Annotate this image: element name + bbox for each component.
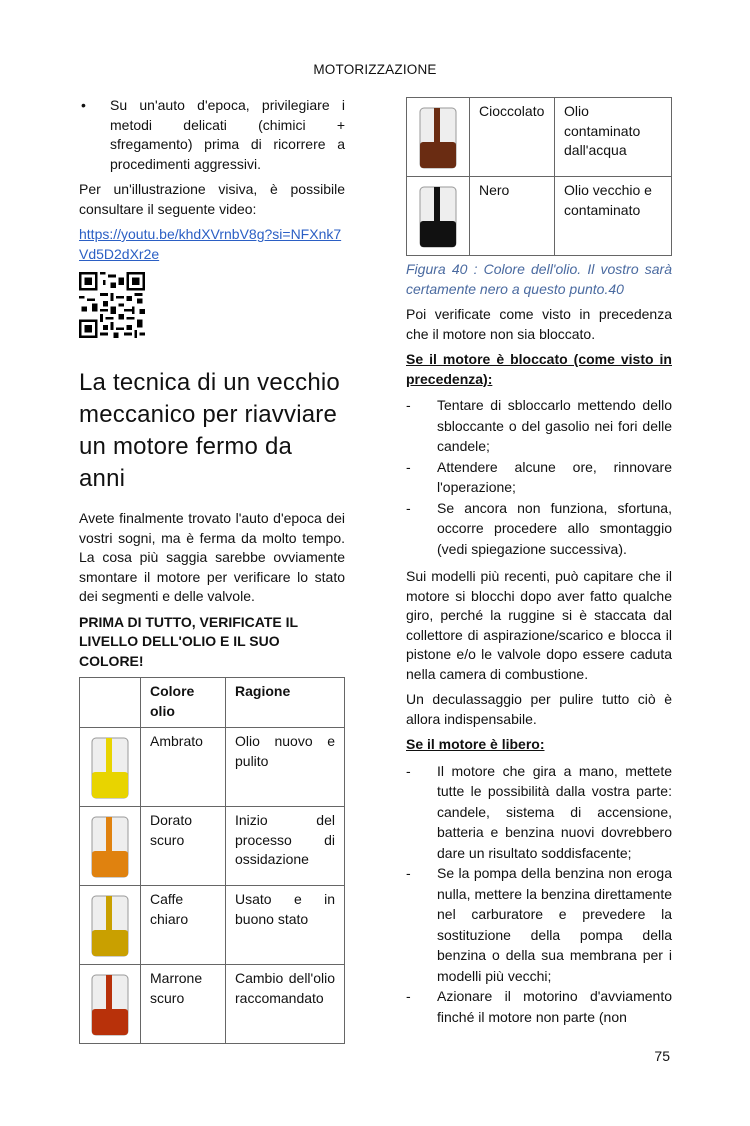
dash-icon: - <box>406 865 411 881</box>
oil-color-name: Nero <box>470 177 555 256</box>
oil-glass-cell <box>407 177 470 256</box>
dash-icon: - <box>406 762 411 779</box>
dash-icon: - <box>406 397 411 413</box>
intro-paragraph: Avete finalmente trovato l'auto d'epoca dei vostri sogni, ma è ferma da molto tempo. La cosa più saggia sarebbe ovviamente smontare il motore per verificare lo stato dei segmenti e delle valvole. <box>79 510 345 604</box>
oil-color-name: Caffe chiaro <box>141 886 226 965</box>
header-empty-cell <box>80 678 141 728</box>
oil-reason: Cambio dell'olio raccomandato <box>226 965 345 1044</box>
oil-glass-icon <box>408 102 468 172</box>
oil-glass-cell <box>407 98 470 177</box>
table-row <box>407 177 672 256</box>
oil-color-table <box>79 677 345 1044</box>
list-item-text: Attendere alcune ore, rinnovare l'operazione; <box>437 458 672 495</box>
oil-reason: Olio contaminato dall'acqua <box>555 98 672 177</box>
bullet-item <box>79 96 345 174</box>
oil-glass-cell <box>80 886 141 965</box>
oil-color-name: Marrone scuro <box>141 965 226 1044</box>
figure-caption: Figura 40 : Colore dell'olio. Il vostro sarà certamente nero a questo punto.40 <box>406 261 672 297</box>
video-intro: Per un'illustrazione visiva, è possibile consultare il seguente video: <box>79 181 345 217</box>
page-number: 75 <box>654 1048 670 1064</box>
oil-reason: Olio vecchio e contaminato <box>555 177 672 256</box>
list-item <box>406 498 672 560</box>
right-column <box>406 97 672 1027</box>
oil-color-name: Ambrato <box>141 728 226 807</box>
oil-glass-cell <box>80 965 141 1044</box>
section-heading: La tecnica di un vecchio meccanico per riavviare un motore fermo da anni <box>79 369 340 492</box>
blocked-list <box>406 395 672 559</box>
video-link[interactable]: https://youtu.be/khdXVrnbV8g?si=NFXnk7Vd5D2dXr2e <box>79 226 342 262</box>
list-item <box>406 761 672 864</box>
header-colore: Colore olio <box>141 678 226 728</box>
list-item <box>406 986 672 1027</box>
oil-glass-cell <box>80 807 141 886</box>
oil-reason: Olio nuovo e pulito <box>226 728 345 807</box>
table-row <box>80 807 345 886</box>
table-row <box>80 965 345 1044</box>
list-item-text: Il motore che gira a mano, mettete tutte le possibilità dalla vostra parte: candele, sistema di accensione, batteria e benzina nuovi dovrebbero dare un risultato soddisfacente; <box>437 762 672 861</box>
oil-glass-icon <box>80 811 140 881</box>
table-header-row <box>80 678 345 728</box>
running-header: MOTORIZZAZIONE <box>313 62 437 77</box>
list-item-text: Se ancora non funziona, sfortuna, occorre procedere allo smontaggio (vedi spiegazione successiva). <box>437 499 672 557</box>
oil-glass-icon <box>80 890 140 960</box>
dash-icon: - <box>406 499 411 516</box>
list-item-text: Tentare di sbloccarlo mettendo dello sbloccante o del gasolio nei fori delle candele; <box>437 397 672 454</box>
bullet-text: Su un'auto d'epoca, privilegiare i metodi delicati (chimici + sfregamento) prima di ricorrere a procedimenti aggressivi. <box>110 97 345 172</box>
oil-glass-cell <box>80 728 141 807</box>
after-caption-text: Poi verificate come visto in precedenza che il motore non sia bloccato. <box>406 306 672 342</box>
oil-color-name: Dorato scuro <box>141 807 226 886</box>
oil-glass-icon <box>80 732 140 802</box>
table-row <box>80 728 345 807</box>
decarb-paragraph: Un deculassaggio per pulire tutto ciò è allora indispensabile. <box>406 691 672 727</box>
header-ragione: Ragione <box>226 678 345 728</box>
oil-color-name: Cioccolato <box>470 98 555 177</box>
free-heading: Se il motore è libero: <box>406 736 545 752</box>
oil-reason: Usato e in buono stato <box>226 886 345 965</box>
oil-glass-icon <box>80 969 140 1039</box>
free-list <box>406 761 672 1028</box>
oil-reason: Inizio del processo di ossidazione <box>226 807 345 886</box>
dash-icon: - <box>406 988 411 1004</box>
recent-models-paragraph: Sui modelli più recenti, può capitare che il motore si blocchi dopo aver fatto qualche giro, perché la ruggine si è staccata dal collettore di aspirazione/scarico e blocca il pistone e/o le valvole dopo essere caduta nella camera di combustione. <box>406 568 672 682</box>
table-row <box>407 98 672 177</box>
list-item-text: Azionare il motorino d'avviamento finché il motore non parte (non <box>437 988 672 1025</box>
list-item <box>406 395 672 457</box>
list-item <box>406 457 672 498</box>
oil-color-table-continued <box>406 97 672 256</box>
left-column <box>79 96 345 1044</box>
oil-glass-icon <box>408 181 468 251</box>
check-heading: PRIMA DI TUTTO, VERIFICATE IL LIVELLO DELL'OLIO E IL SUO COLORE! <box>79 613 298 669</box>
blocked-heading: Se il motore è bloccato (come visto in precedenza): <box>406 351 672 387</box>
table-row <box>80 886 345 965</box>
bullet-dot-icon: • <box>81 97 86 113</box>
list-item <box>406 863 672 986</box>
list-item-text: Se la pompa della benzina non eroga nulla, mettere la benzina direttamente nel carburatore e prevedere la sostituzione della pompa della benzina o della sua membrana per i modelli più vecchi; <box>437 865 672 984</box>
qr-code-icon <box>79 272 145 338</box>
dash-icon: - <box>406 458 411 475</box>
